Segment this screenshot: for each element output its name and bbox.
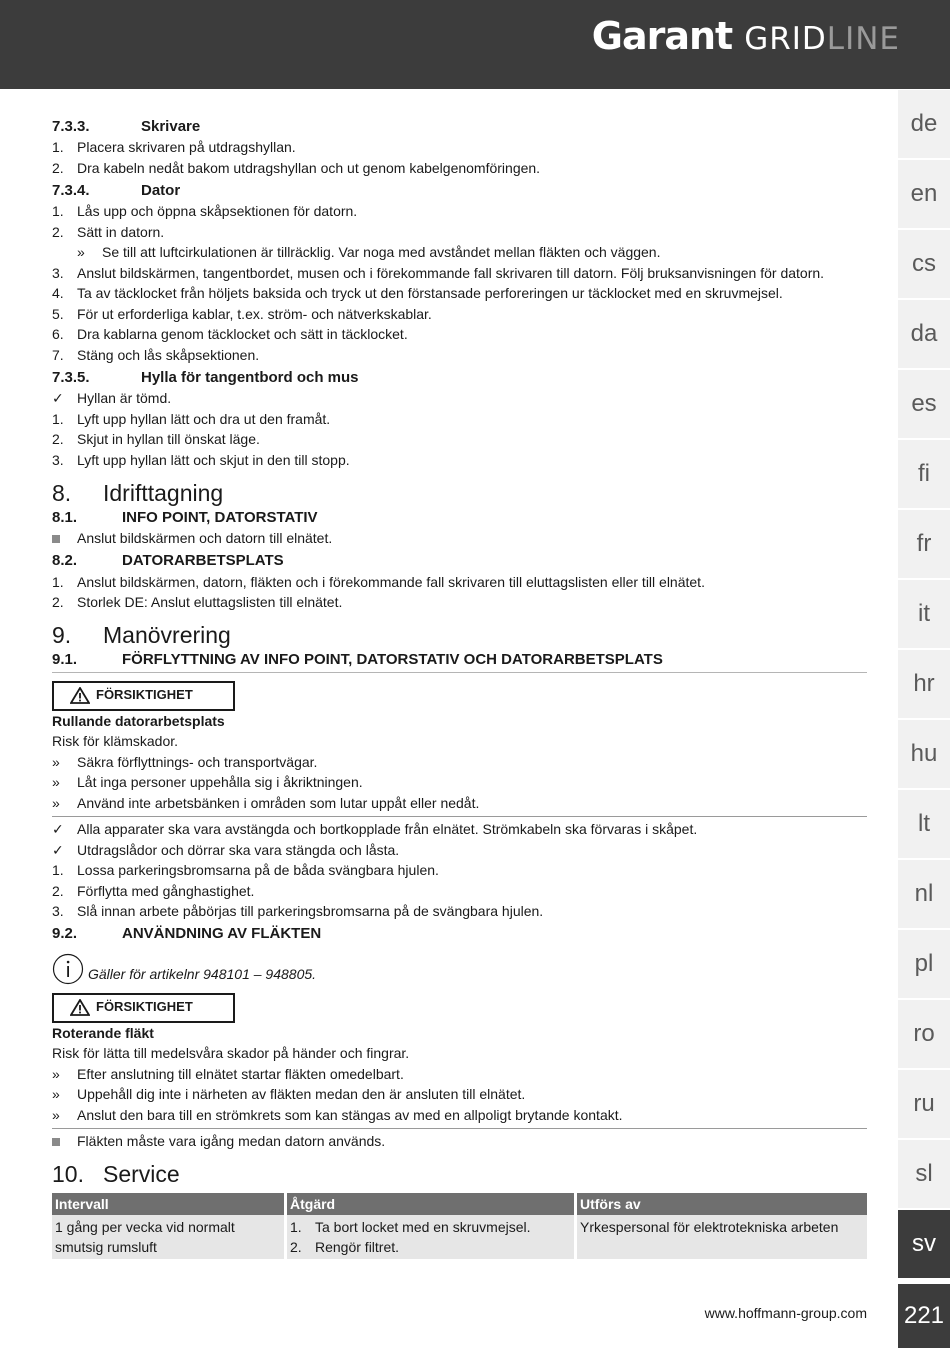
section-heading: 7.3.5. Hylla för tangentbord och mus <box>52 368 359 386</box>
list-item-result: » Se till att luftcirkulationen är tillräcklig. Var noga med avståndet mellan fläkten och väggen. <box>77 244 661 260</box>
chapter-heading: 9. Manövrering <box>52 622 231 648</box>
list-item: 1. Lossa parkeringsbromsarna på de båda svängbara hjulen. <box>52 862 439 878</box>
product-line: GRIDLINE <box>744 21 900 57</box>
list-item: 5. För ut erforderliga kablar, t.ex. ström- och nätverkskablar. <box>52 305 432 322</box>
footer-url[interactable]: www.hoffmann-group.com <box>704 1305 867 1321</box>
language-tab-en[interactable]: en <box>898 160 950 228</box>
language-tab-ro[interactable]: ro <box>898 1000 950 1068</box>
list-item: 1. Ta bort locket med en skruvmejsel. <box>290 1219 531 1235</box>
precondition-item: ✓ Alla apparater ska vara avstängda och bortkopplade från elnätet. Strömkabeln ska förvaras i skåpet. <box>52 819 867 840</box>
section-heading: 9.1. FÖRFLYTTNING AV INFO POINT, DATORSTATIV OCH DATORARBETSPLATS <box>52 648 867 673</box>
column-header: Åtgärd <box>287 1193 577 1216</box>
interval-cell: 1 gång per vecka vid normalt smutsig rumsluft <box>52 1215 287 1259</box>
section-heading: 9.2. ANVÄNDNING AV FLÄKTEN <box>52 925 322 942</box>
hazard-risk: Risk för klämskador. <box>52 733 179 749</box>
section-heading: 8.1. INFO POINT, DATORSTATIV <box>52 508 318 526</box>
chapter-heading: 8. Idrifttagning <box>52 479 224 506</box>
list-item: 2. Storlek DE: Anslut eluttagslisten till elnätet. <box>52 594 343 610</box>
language-tab-lt[interactable]: lt <box>898 790 950 858</box>
list-item: 1. Lyft upp hyllan lätt och dra ut den framåt. <box>52 410 331 427</box>
language-tab-de[interactable]: de <box>898 90 950 158</box>
list-item: 7. Stäng och lås skåpsektionen. <box>52 346 260 363</box>
precondition-item: ✓ Hyllan är tömd. <box>52 388 867 409</box>
measure-item: » Efter anslutning till elnätet startar fläkten omedelbart. <box>52 1065 404 1082</box>
list-item: 1. Placera skrivaren på utdragshyllan. <box>52 139 296 155</box>
caution-label: FÖRSIKTIGHET <box>52 993 235 1023</box>
language-tab-fr[interactable]: fr <box>898 510 950 578</box>
info-icon <box>52 953 84 985</box>
brand-logo <box>592 14 900 58</box>
measure-item: » Säkra förflyttnings- och transportvägar. <box>52 753 318 770</box>
language-tab-hr[interactable]: hr <box>898 650 950 718</box>
language-tab-sl[interactable]: sl <box>898 1140 950 1208</box>
list-item: 2. Förflytta med gånghastighet. <box>52 882 255 899</box>
list-item: 1. Anslut bildskärmen, datorn, fläkten och i förekommande fall skrivaren till eluttagslisten eller till elnätet. <box>52 573 705 590</box>
language-tab-ru[interactable]: ru <box>898 1070 950 1138</box>
bullet-item: Fläkten måste vara igång medan datorn används. <box>52 1131 867 1152</box>
hazard-title: Rullande datorarbetsplats <box>52 712 225 729</box>
square-bullet-icon <box>52 1138 60 1146</box>
language-tabs <box>898 90 950 1280</box>
language-tab-cs[interactable]: cs <box>898 230 950 298</box>
measure-item: » Låt inga personer uppehålla sig i åkriktningen. <box>52 774 363 790</box>
divider <box>52 816 867 817</box>
column-header: Intervall <box>52 1193 287 1216</box>
table-header-row <box>52 1193 867 1216</box>
page-header <box>0 0 950 89</box>
list-item: 4. Ta av täcklocket från höljets baksida och tryck ut den förstansade perforeringen ur täcklocket med en skruvmejsel. <box>52 285 783 301</box>
document-body <box>52 114 867 1259</box>
language-tab-da[interactable]: da <box>898 300 950 368</box>
service-table <box>52 1193 867 1260</box>
list-item: 2. Dra kabeln nedåt bakom utdragshyllan och ut genom kabelgenomföringen. <box>52 159 541 176</box>
warning-triangle-icon <box>70 999 90 1016</box>
list-item: 6. Dra kablarna genom täcklocket och sätt in täcklocket. <box>52 326 408 342</box>
list-item: 3. Anslut bildskärmen, tangentbordet, musen och i förekommande fall skrivaren till datorn. Följ bruksanvisningen för datorn. <box>52 264 825 281</box>
action-cell <box>287 1215 577 1259</box>
caution-label: FÖRSIKTIGHET <box>52 681 235 711</box>
hazard-title: Roterande fläkt <box>52 1024 154 1041</box>
list-item: 3. Lyft upp hyllan lätt och skjut in den till stopp. <box>52 451 350 468</box>
language-tab-es[interactable]: es <box>898 370 950 438</box>
divider <box>52 1128 867 1129</box>
measure-item: » Använd inte arbetsbänken i områden som lutar uppåt eller nedåt. <box>52 794 480 811</box>
language-tab-sv[interactable]: sv <box>898 1210 950 1278</box>
list-item: 1. Lås upp och öppna skåpsektionen för datorn. <box>52 203 358 219</box>
hazard-risk: Risk för lätta till medelsvåra skador på händer och fingrar. <box>52 1045 410 1061</box>
list-item: 2. Skjut in hyllan till önskat läge. <box>52 431 260 447</box>
performed-by-cell: Yrkespersonal för elektrotekniska arbeten <box>577 1215 867 1259</box>
language-tab-hu[interactable]: hu <box>898 720 950 788</box>
list-item: 3. Slå innan arbete påbörjas till parkeringsbromsarna på de svängbara hjulen. <box>52 903 544 919</box>
table-row <box>52 1215 867 1259</box>
page-number: 221 <box>898 1284 950 1348</box>
chapter-heading: 10. Service <box>52 1161 180 1187</box>
list-item: 2. Sätt in datorn. <box>52 223 165 240</box>
language-tab-fi[interactable]: fi <box>898 440 950 508</box>
precondition-item: ✓ Utdragslådor och dörrar ska vara stängda och låsta. <box>52 840 867 861</box>
language-tab-pl[interactable]: pl <box>898 930 950 998</box>
bullet-item: Anslut bildskärmen och datorn till elnätet. <box>52 528 867 549</box>
info-note: Gäller för artikelnr 948101 – 948805. <box>52 951 867 985</box>
measure-item: » Uppehåll dig inte i närheten av fläkten medan den är ansluten till elnätet. <box>52 1086 526 1102</box>
warning-triangle-icon <box>70 687 90 704</box>
checkmark-icon: ✓ <box>52 390 64 406</box>
checkmark-icon: ✓ <box>52 821 64 837</box>
square-bullet-icon <box>52 535 60 543</box>
brand-name: Garant <box>591 14 733 58</box>
section-heading: 8.2. DATORARBETSPLATS <box>52 552 284 569</box>
column-header: Utförs av <box>577 1193 867 1216</box>
list-item: 2. Rengör filtret. <box>290 1239 400 1255</box>
language-tab-nl[interactable]: nl <box>898 860 950 928</box>
section-heading: 7.3.4. Dator <box>52 181 181 199</box>
section-heading: 7.3.3. Skrivare <box>52 117 201 135</box>
language-tab-it[interactable]: it <box>898 580 950 648</box>
measure-item: » Anslut den bara till en strömkrets som kan stängas av med en allpoligt brytande kontakt. <box>52 1106 623 1123</box>
checkmark-icon: ✓ <box>52 841 64 858</box>
